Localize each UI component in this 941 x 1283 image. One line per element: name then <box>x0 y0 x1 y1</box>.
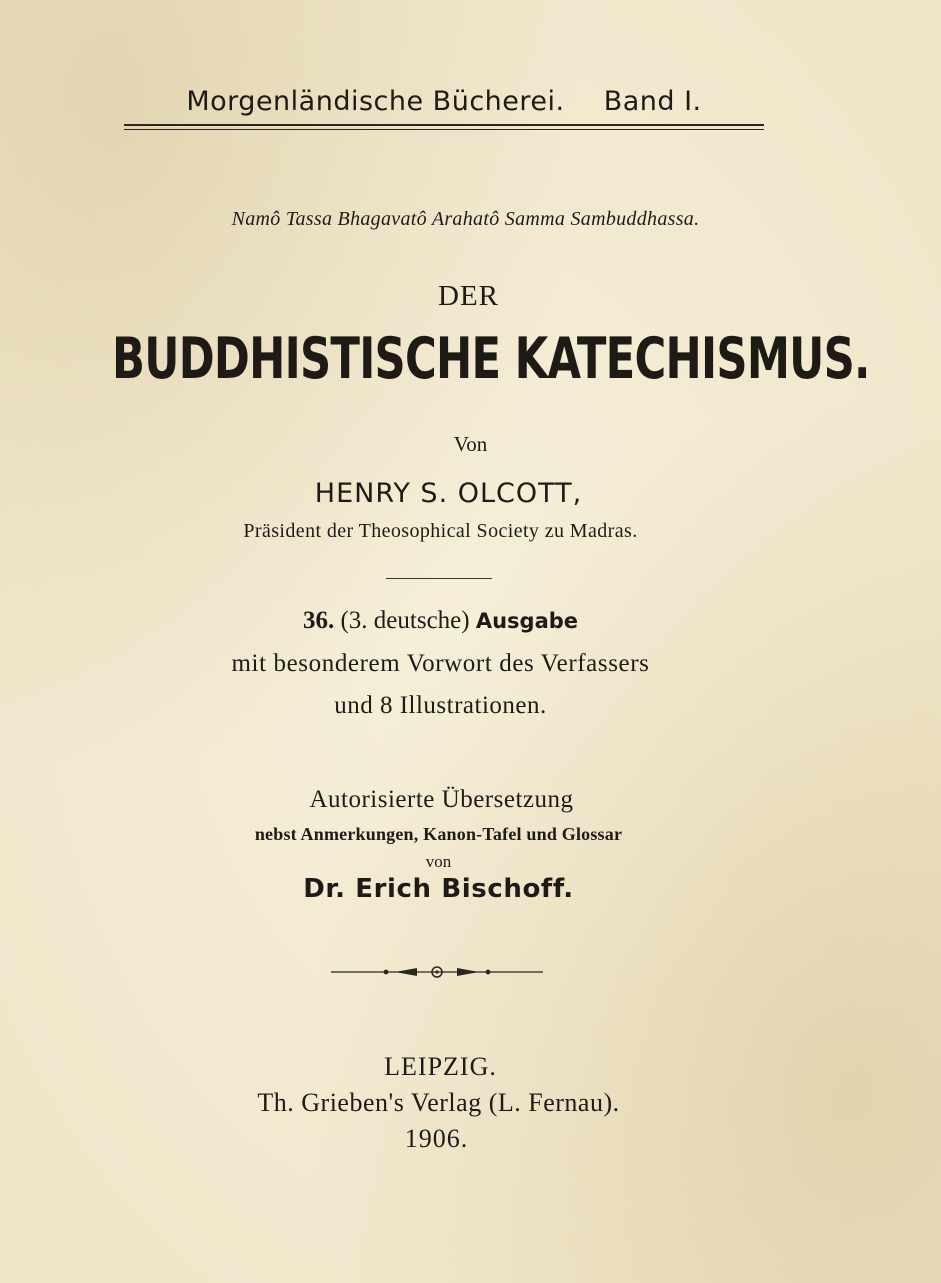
edition-number: 36. <box>302 607 335 634</box>
translation-label: Autorisierte Übersetzung <box>309 786 574 813</box>
edition-line <box>0 607 911 635</box>
edition-detail: (3. deutsche) <box>340 607 470 634</box>
author-name: HENRY S. OLCOTT, <box>314 478 583 509</box>
imprint-publisher: Th. Grieben's Verlag (L. Fernau). <box>257 1088 620 1117</box>
invocation: Namô Tassa Bhagavatô Arahatô Samma Sambuddhassa. <box>231 208 700 230</box>
divider-rule <box>386 578 492 579</box>
author-by: Von <box>453 432 488 456</box>
edition-illustrations: und 8 Illustrationen. <box>334 692 547 719</box>
author-role: Präsident der Theosophical Society zu Madras. <box>243 520 638 542</box>
series-volume: Band I. <box>603 86 702 117</box>
series-name: Morgenländische Bücherei. <box>186 86 565 117</box>
translator-by: von <box>425 852 452 871</box>
title-article: DER <box>438 280 499 312</box>
imprint-city: LEIPZIG. <box>384 1052 497 1081</box>
series-header <box>124 86 764 117</box>
edition-foreword: mit besonderem Vorwort des Verfassers <box>231 650 650 677</box>
translation-extras: nebst Anmerkungen, Kanon-Tafel und Glossar <box>254 824 623 844</box>
edition-word: Ausgabe <box>475 609 579 633</box>
imprint-year: 1906. <box>404 1124 469 1153</box>
translator-name: Dr. Erich Bischoff. <box>303 874 574 904</box>
ornament-divider <box>331 962 543 982</box>
main-title: BUDDHISTISCHE KATECHISMUS. <box>112 326 870 392</box>
header-double-rule <box>124 124 764 130</box>
